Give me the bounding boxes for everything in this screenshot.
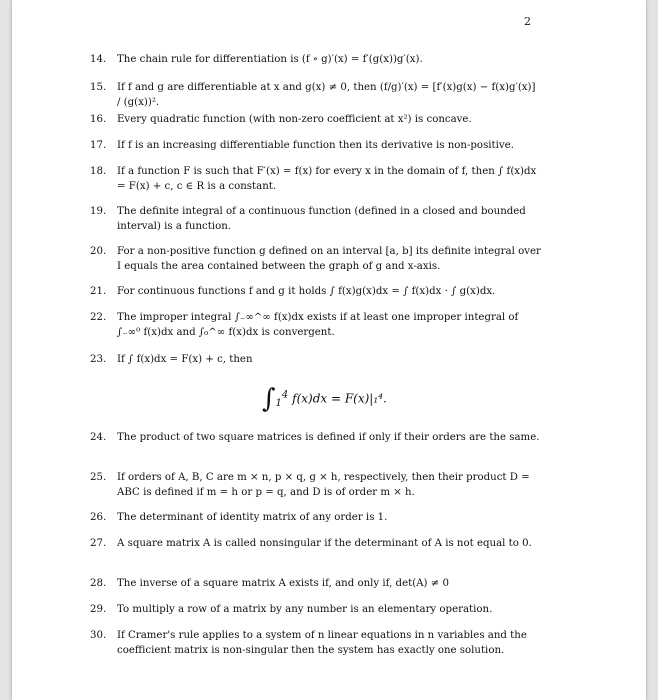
document-page [12,0,646,700]
statement-text: To multiply a row of a matrix by any number is an elementary operation. [117,604,493,615]
statement-number: 15. [90,82,107,93]
statement-text: If f is an increasing differentiable function then its derivative is non-positive. [117,140,514,151]
statement-18 [90,164,542,194]
statement-text: If a function F is such that F′(x) = f(x) for every x in the domain of f, then ∫ f(x)dx = F(x) + c, c ∈ R is a constant. [117,166,537,192]
statement-number: 25. [90,472,107,483]
statement-text: The improper integral ∫₋∞^∞ f(x)dx exists if at least one improper integral of ∫₋∞⁰ f(x)dx and ∫₀^∞ f(x)dx is convergent. [117,312,519,338]
statement-text: Every quadratic function (with non-zero coefficient at x²) is concave. [117,114,472,125]
statement-15 [90,80,542,110]
page-number: 2 [524,15,531,28]
statement-17 [90,138,542,153]
statement-number: 28. [90,578,107,589]
statement-text: If f and g are differentiable at x and g(x) ≠ 0, then (f/g)′(x) = [f′(x)g(x) − f(x)g′(x)] / (g(x))². [117,82,536,108]
statement-number: 17. [90,140,107,151]
statement-number: 16. [90,114,107,125]
statement-text: For a non-positive function g defined on an interval [a, b] its definite integral over I equals the area contained between the graph of g and x-axis. [117,246,541,272]
statement-number: 22. [90,312,107,323]
statement-text: The product of two square matrices is defined if only if their orders are the same. [117,432,540,443]
statement-27 [90,536,542,551]
integral-symbol: ∫ [262,384,276,414]
statement-number: 18. [90,166,107,177]
statement-19 [90,204,542,234]
integral-expression: f(x)dx = F(x)|₁⁴. [292,391,387,406]
statement-16 [90,112,542,127]
statement-text: If Cramer's rule applies to a system of n linear equations in n variables and the coefficient matrix is non-singular then the system has exactly one solution. [117,630,527,656]
statement-number: 23. [90,354,107,365]
statement-29 [90,602,542,617]
statement-24 [90,430,542,445]
statement-number: 20. [90,246,107,257]
statement-number: 27. [90,538,107,549]
statement-number: 24. [90,432,107,443]
statement-14 [90,52,542,67]
statement-number: 30. [90,630,107,641]
statement-30 [90,628,542,658]
statement-number: 19. [90,206,107,217]
statement-22 [90,310,542,340]
integral-lower-limit: 1 [275,397,282,409]
statement-text: The determinant of identity matrix of any order is 1. [117,512,388,523]
definite-integral-formula [262,384,387,414]
statement-number: 14. [90,54,107,65]
statement-number: 21. [90,286,107,297]
statement-23 [90,352,542,367]
statement-number: 26. [90,512,107,523]
statement-number: 29. [90,604,107,615]
statement-28 [90,576,542,591]
statement-21 [90,284,542,299]
statement-20 [90,244,542,274]
statement-text: The inverse of a square matrix A exists if, and only if, det(A) ≠ 0 [117,578,449,589]
statement-text: The chain rule for differentiation is (f ∘ g)′(x) = f′(g(x))g′(x). [117,54,423,65]
integral-upper-limit: 4 [281,389,289,401]
statement-text: If ∫ f(x)dx = F(x) + c, then [117,354,253,365]
statement-text: A square matrix A is called nonsingular if the determinant of A is not equal to 0. [117,538,532,549]
statement-text: If orders of A, B, C are m × n, p × q, g × h, respectively, then their product D = ABC is defined if m = h or p = q, and D is of order m × h. [117,472,530,498]
statement-26 [90,510,542,525]
statement-text: The definite integral of a continuous function (defined in a closed and bounded interval) is a function. [117,206,526,232]
statement-text: For continuous functions f and g it holds ∫ f(x)g(x)dx = ∫ f(x)dx · ∫ g(x)dx. [117,286,496,297]
statement-25 [90,470,542,500]
